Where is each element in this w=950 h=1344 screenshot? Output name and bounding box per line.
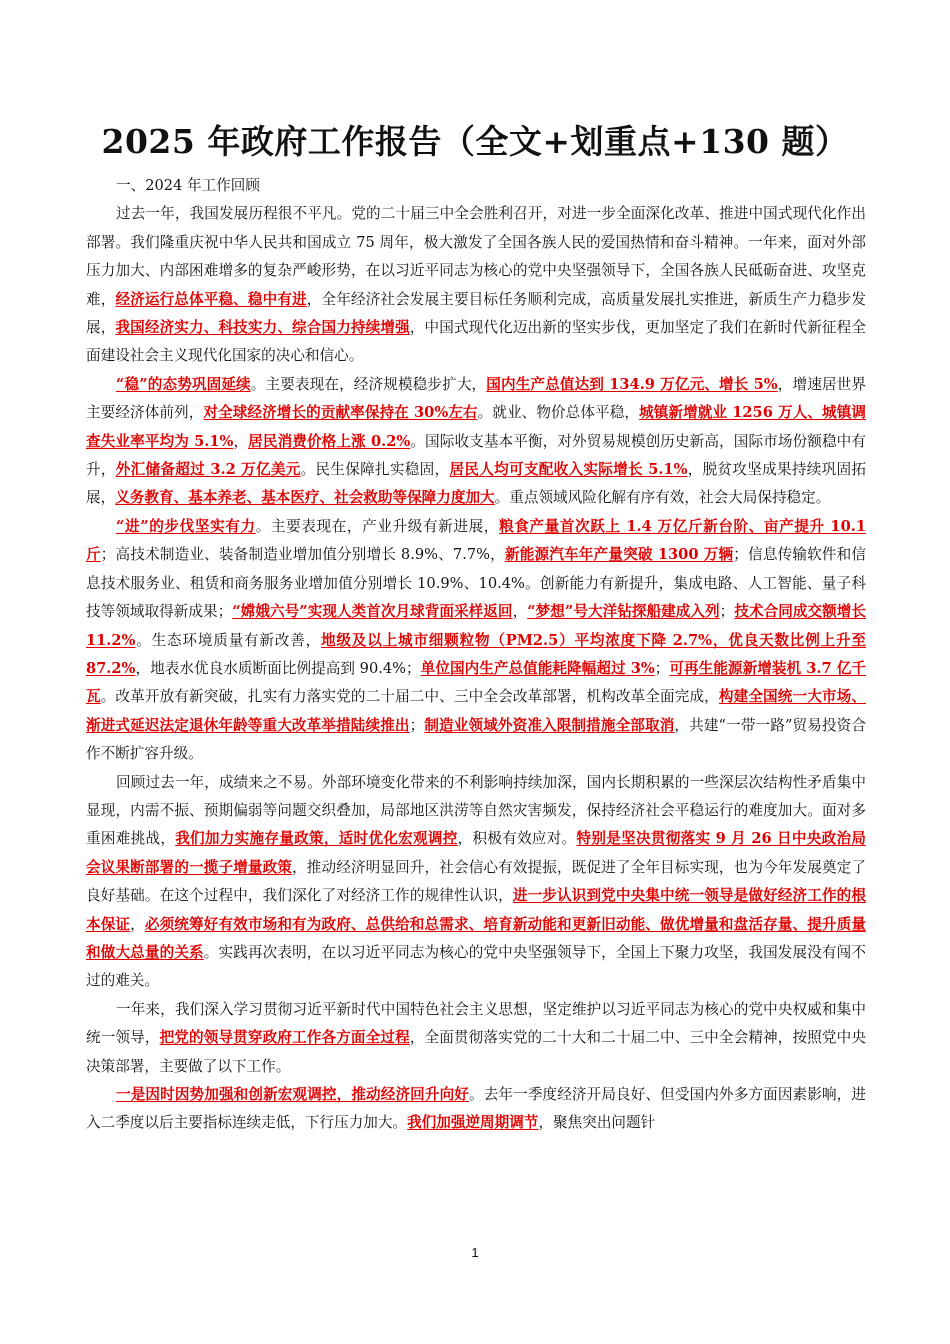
highlighted-text: 单位国内生产总值能耗降幅超过 3%	[420, 659, 655, 677]
paragraph-text: ，脱贫攻坚成果持续巩固拓展，	[86, 461, 866, 507]
paragraph-text: ；	[654, 659, 670, 677]
paragraph-text: 一年来，我们深入学习贯彻习近平新时代中国特色社会主义思想，坚定维护以习近平同志为核心的党中央权威和集中统一领导，	[86, 1000, 866, 1047]
paragraph-text: ，中国式现代化迈出新的坚实步伐，更加坚定了我们在新时代新征程全面建设社会主义现代化国家的决心和信心。	[86, 319, 866, 365]
highlighted-text: 我们加强逆周期调节	[407, 1114, 539, 1132]
highlighted-text: 必须统筹好有效市场和有为政府、总供给和总需求、培育新动能和更新旧动能、做优增量和盘活存量、提升质量和做大总量的关系	[86, 915, 866, 961]
paragraph	[86, 200, 866, 370]
highlighted-text: “嫦娥六号”实现人类首次月球背面采样返回	[232, 603, 513, 621]
highlighted-text: “梦想”号大洋钻探船建成入列	[527, 603, 720, 621]
paragraph-text: ；	[409, 716, 425, 734]
highlighted-text: 新能源汽车年产量突破 1300 万辆	[504, 546, 734, 564]
paragraph	[86, 513, 866, 769]
highlighted-text: 我们加力实施存量政策，适时优化宏观调控	[175, 830, 458, 848]
paragraph-text: ，增速居世界主要经济体前列，	[86, 375, 866, 422]
paragraph-text: ，地表水优良水质断面比例提高到 90.4%；	[135, 659, 421, 677]
paragraph-text: 。主要表现在，经济规模稳步扩大，	[250, 375, 487, 393]
paragraph-text: 。就业、物价总体平稳，	[477, 404, 640, 422]
paragraph-text: ，全面贯彻落实党的二十大和二十届二中、三中全会精神，按照党中央决策部署，主要做了以下工作。	[86, 1029, 866, 1075]
highlighted-text: 国内生产总值达到 134.9 万亿元、增长 5%	[486, 375, 778, 393]
highlighted-text: “进”的步伐坚实有力	[116, 517, 256, 535]
highlighted-text: 居民人均可支配收入实际增长 5.1%	[449, 461, 688, 479]
section-heading: 一、2024 年工作回顾	[116, 177, 260, 194]
highlighted-text: 进一步认识到党中央集中统一领导是做好经济工作的根本保证	[86, 887, 866, 933]
highlighted-text: 经济运行总体平稳、稳中有进	[115, 290, 307, 308]
paragraph-text: ，聚焦突出问题针	[538, 1114, 656, 1132]
highlighted-text: 义务教育、基本养老、基本医疗、社会救助等保障力度加大	[115, 489, 495, 507]
paragraph-text: ，积极有效应对。	[457, 830, 577, 848]
highlighted-text: 外汇储备超过 3.2 万亿美元	[115, 461, 301, 479]
paragraph-text: ，全年经济社会发展主要目标任务顺利完成，高质量发展扎实推进，新质生产力稳步发展，	[86, 290, 866, 337]
paragraph-text: 过去一年，我国发展历程很不平凡。党的二十届三中全会胜利召开，对进一步全面深化改革、推进中国式现代化作出部署。我们隆重庆祝中华人民共和国成立 75 周年，极大激发了全国各族人民的爱国热情和奋斗精神。一年来，面对外部压力加大、内部困难增多的复杂严峻形势，在以习近平同志为核心的党中央坚强领导下，全国各族人民砥砺奋进、攻坚克难，	[86, 205, 866, 308]
paragraph	[86, 769, 866, 996]
highlighted-text: 城镇新增就业 1256 万人、城镇调查失业率平均为 5.1%	[86, 404, 866, 450]
highlighted-text: 把党的领导贯穿政府工作各方面全过程	[159, 1029, 410, 1047]
paragraph-text: ，共建“一带一路”贸易投资合作不断扩容升级。	[86, 716, 866, 763]
paragraph-text: ；	[719, 603, 735, 621]
highlighted-text: 我国经济实力、科技实力、综合国力持续增强	[115, 319, 410, 337]
paragraph-text: ；信息传输软件和信息技术服务业、租赁和商务服务业增加值分别增长 10.9%、10.4%。创新能力有新提升，集成电路、人工智能、量子科技等领域取得新成果；	[86, 546, 867, 621]
highlighted-text: “稳”的态势巩固延续	[116, 375, 251, 393]
paragraph	[86, 1081, 866, 1138]
page-number: 1	[471, 1245, 479, 1260]
paragraph	[86, 996, 866, 1081]
paragraph-text: ；高技术制造业、装备制造业增加值分别增长 8.9%、7.7%，	[100, 546, 505, 564]
highlighted-text: 对全球经济增长的贡献率保持在 30%左右	[203, 404, 478, 422]
document-title: 2025 年政府工作报告（全文+划重点+130 题）	[101, 122, 849, 161]
highlighted-text: 居民消费价格上涨 0.2%	[248, 432, 411, 450]
paragraph	[86, 371, 866, 513]
highlighted-text: 技术合同成交额增长 11.2%	[86, 603, 866, 649]
paragraph-text: 回顾过去一年，成绩来之不易。外部环境变化带来的不利影响持续加深，国内长期积累的一些深层次结构性矛盾集中显现，内需不振、预期偏弱等问题交织叠加，局部地区洪涝等自然灾害频发，保持经济社会平稳运行的难度加大。面对多重困难挑战，	[86, 773, 866, 848]
highlighted-text: 特别是坚决贯彻落实 9 月 26 日中央政治局会议果断部署的一揽子增量政策	[86, 830, 866, 876]
paragraph-text: 。生态环境质量有新改善，	[135, 631, 321, 649]
document-body	[86, 172, 866, 1138]
highlighted-text: 粮食产量首次跃上 1.4 万亿斤新台阶、亩产提升 10.1 斤	[86, 517, 866, 564]
highlighted-text: 地级及以上城市细颗粒物（PM2.5）平均浓度下降 2.7%，优良天数比例上升至 87.2%	[86, 631, 866, 677]
highlighted-text: 一是因时因势加强和创新宏观调控，推动经济回升向好	[116, 1086, 469, 1103]
highlighted-text: 构建全国统一大市场、渐进式延迟法定退休年龄等重大改革举措陆续推出	[86, 688, 866, 734]
paragraph-text: ，	[130, 915, 145, 933]
paragraph-text: 。改革开放有新突破，扎实有力落实党的二十届二中、三中全会改革部署，机构改革全面完成，	[100, 688, 719, 706]
paragraph-text: ，推动经济明显回升，社会信心有效提振，既促进了全年目标实现，也为今年发展奠定了良好基础。在这个过程中，我们深化了对经济工作的规律性认识，	[86, 858, 866, 905]
paragraph-text: 。国际收支基本平衡，对外贸易规模创历史新高，国际市场份额稳中有升，	[86, 432, 866, 479]
paragraph-text: 。主要表现在，产业升级有新进展，	[255, 517, 500, 535]
paragraph-text: 。实践再次表明，在以习近平同志为核心的党中央坚强领导下，全国上下聚力攻坚，我国发展没有闯不过的难关。	[86, 943, 866, 990]
paragraph-text: ，	[233, 432, 249, 450]
highlighted-text: 制造业领域外资准入限制措施全部取消	[424, 716, 675, 734]
paragraph-text: 。重点领域风险化解有序有效，社会大局保持稳定。	[494, 489, 831, 507]
highlighted-text: 可再生能源新增装机 3.7 亿千瓦	[86, 659, 866, 706]
paragraph-text: 。民生保障扎实稳固，	[300, 461, 450, 479]
paragraph-text: ，	[512, 603, 528, 621]
paragraph-text: 。去年一季度经济开局良好、但受国内外多方面因素影响，进入二季度以后主要指标连续走低，下行压力加大。	[86, 1086, 866, 1132]
